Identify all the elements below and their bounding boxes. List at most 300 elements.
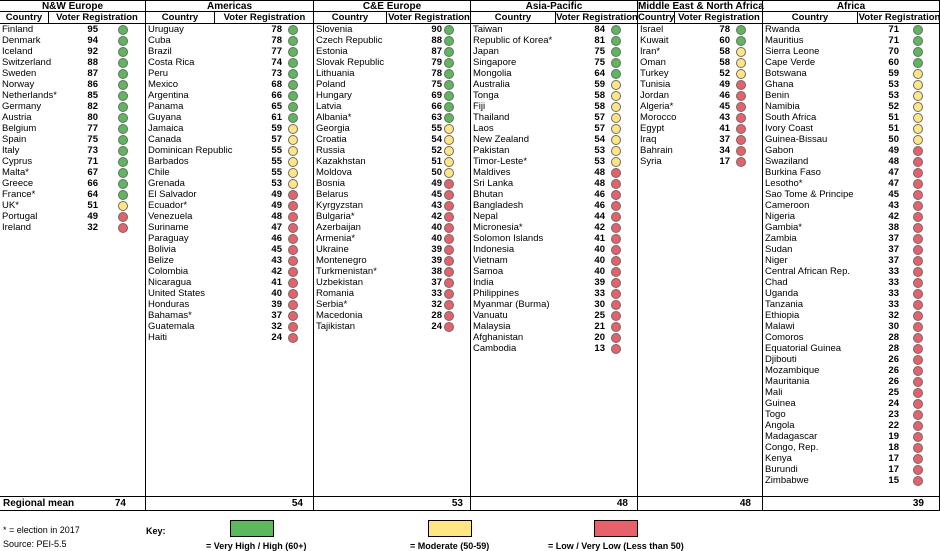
registration-score: 59	[888, 68, 899, 79]
registration-score: 58	[594, 90, 605, 101]
rating-dot-icon	[913, 377, 923, 387]
registration-score: 47	[271, 222, 282, 233]
country-name: Austria	[2, 112, 32, 123]
rating-dot-icon	[288, 80, 298, 90]
table-row	[763, 332, 939, 343]
rating-dot-icon	[288, 190, 298, 200]
registration-score: 77	[271, 46, 282, 57]
rating-dot-icon	[118, 212, 128, 222]
table-row	[314, 123, 470, 134]
table-row	[146, 277, 313, 288]
table-row	[146, 167, 313, 178]
registration-score: 57	[271, 134, 282, 145]
registration-score: 55	[431, 123, 442, 134]
table-row	[763, 453, 939, 464]
country-name: Netherlands*	[2, 90, 57, 101]
country-name: Ivory Coast	[765, 123, 814, 134]
country-name: Bhutan	[473, 189, 504, 200]
registration-score: 25	[888, 387, 899, 398]
registration-score: 75	[594, 57, 605, 68]
rating-dot-icon	[288, 223, 298, 233]
country-name: Vietnam	[473, 255, 508, 266]
registration-score: 54	[594, 134, 605, 145]
country-name: Ecuador*	[148, 200, 188, 211]
registration-score: 88	[431, 35, 442, 46]
table-row	[471, 178, 637, 189]
country-name: Macedonia	[316, 310, 363, 321]
registration-score: 39	[594, 277, 605, 288]
country-name: Nicaragua	[148, 277, 192, 288]
country-name: Kyrgyzstan	[316, 200, 363, 211]
table-row	[763, 134, 939, 145]
registration-score: 39	[431, 244, 442, 255]
table-row	[638, 46, 762, 57]
table-row	[638, 90, 762, 101]
registration-score: 20	[594, 332, 605, 343]
table-row	[763, 46, 939, 57]
key-low-swatch	[594, 520, 638, 537]
country-name: France*	[2, 189, 36, 200]
table-row	[0, 68, 145, 79]
key-high-swatch	[230, 520, 274, 537]
country-name: Sudan	[765, 244, 793, 255]
rating-dot-icon	[913, 278, 923, 288]
table-row	[0, 57, 145, 68]
table-row	[763, 310, 939, 321]
voter-registration-column-header: Voter Registration	[48, 12, 145, 24]
rating-dot-icon	[444, 190, 454, 200]
table-row	[763, 167, 939, 178]
rating-dot-icon	[913, 399, 923, 409]
country-name: Norway	[2, 79, 35, 90]
registration-score: 74	[271, 57, 282, 68]
rating-dot-icon	[913, 432, 923, 442]
registration-score: 24	[271, 332, 282, 343]
table-row	[314, 156, 470, 167]
rating-dot-icon	[118, 190, 128, 200]
registration-score: 87	[431, 46, 442, 57]
rating-dot-icon	[736, 102, 746, 112]
table-row	[471, 90, 637, 101]
rating-dot-icon	[611, 157, 621, 167]
rating-dot-icon	[736, 36, 746, 46]
table-row	[0, 156, 145, 167]
table-row	[471, 57, 637, 68]
country-name: Namibia	[765, 101, 800, 112]
rating-dot-icon	[288, 124, 298, 134]
country-name: Czech Republic	[316, 35, 383, 46]
country-name: Bulgaria*	[316, 211, 355, 222]
table-row	[314, 167, 470, 178]
registration-score: 94	[87, 35, 98, 46]
table-row	[314, 145, 470, 156]
table-row	[314, 299, 470, 310]
rating-dot-icon	[913, 465, 923, 475]
rating-dot-icon	[913, 344, 923, 354]
table-row	[146, 178, 313, 189]
country-name: Ukraine	[316, 244, 349, 255]
table-row	[763, 277, 939, 288]
registration-score: 60	[719, 35, 730, 46]
table-row	[471, 145, 637, 156]
registration-score: 24	[431, 321, 442, 332]
registration-score: 78	[719, 24, 730, 35]
table-row	[314, 211, 470, 222]
registration-score: 33	[888, 266, 899, 277]
table-row	[471, 255, 637, 266]
table-row	[471, 35, 637, 46]
table-row	[763, 420, 939, 431]
country-name: Azerbaijan	[316, 222, 361, 233]
registration-score: 46	[594, 189, 605, 200]
table-row	[638, 123, 762, 134]
rating-dot-icon	[736, 80, 746, 90]
country-name: Burkina Faso	[765, 167, 821, 178]
rating-dot-icon	[913, 311, 923, 321]
table-row	[471, 310, 637, 321]
country-name: Bolivia	[148, 244, 176, 255]
regional-mean-label: Regional mean	[3, 498, 75, 509]
registration-score: 79	[431, 57, 442, 68]
rating-dot-icon	[736, 124, 746, 134]
registration-score: 37	[271, 310, 282, 321]
voter-registration-column-header: Voter Registration	[674, 12, 763, 24]
table-row	[0, 178, 145, 189]
country-name: Croatia	[316, 134, 347, 145]
mean-separator	[470, 497, 471, 511]
registration-score: 32	[87, 222, 98, 233]
registration-score: 33	[431, 288, 442, 299]
table-row	[763, 189, 939, 200]
column-header-row	[0, 12, 145, 24]
country-name: Morocco	[640, 112, 677, 123]
table-row	[471, 101, 637, 112]
rating-dot-icon	[913, 179, 923, 189]
registration-score: 26	[888, 365, 899, 376]
table-row	[763, 365, 939, 376]
table-row	[314, 68, 470, 79]
rating-dot-icon	[288, 289, 298, 299]
registration-score: 65	[271, 101, 282, 112]
rating-dot-icon	[444, 168, 454, 178]
registration-score: 47	[888, 167, 899, 178]
country-name: Jordan	[640, 90, 670, 101]
table-row	[146, 101, 313, 112]
rating-dot-icon	[913, 212, 923, 222]
country-name: Argentina	[148, 90, 189, 101]
rating-dot-icon	[288, 25, 298, 35]
rating-dot-icon	[118, 47, 128, 57]
registration-score: 71	[888, 35, 899, 46]
rating-dot-icon	[913, 80, 923, 90]
rating-dot-icon	[736, 146, 746, 156]
registration-score: 82	[87, 101, 98, 112]
registration-score: 58	[719, 46, 730, 57]
table-row	[314, 255, 470, 266]
table-row	[314, 101, 470, 112]
table-row	[763, 156, 939, 167]
registration-score: 69	[431, 90, 442, 101]
registration-score: 58	[719, 57, 730, 68]
table-row	[146, 189, 313, 200]
registration-score: 38	[888, 222, 899, 233]
rating-dot-icon	[611, 113, 621, 123]
registration-score: 22	[888, 420, 899, 431]
country-name: Guinea-Bissau	[765, 134, 828, 145]
country-name: Chad	[765, 277, 788, 288]
rating-dot-icon	[444, 124, 454, 134]
regional-mean-americas: 54	[291, 498, 303, 509]
registration-score: 46	[719, 90, 730, 101]
registration-score: 73	[87, 145, 98, 156]
rating-dot-icon	[118, 124, 128, 134]
table-row	[763, 233, 939, 244]
table-row	[146, 299, 313, 310]
rating-dot-icon	[913, 333, 923, 343]
registration-score: 48	[888, 156, 899, 167]
country-name: Zimbabwe	[765, 475, 809, 486]
registration-score: 33	[594, 288, 605, 299]
country-name: Malawi	[765, 321, 795, 332]
registration-score: 37	[888, 233, 899, 244]
rating-dot-icon	[444, 157, 454, 167]
mean-separator	[145, 497, 146, 511]
rating-dot-icon	[611, 333, 621, 343]
country-name: Belarus	[316, 189, 349, 200]
registration-score: 58	[594, 101, 605, 112]
registration-score: 57	[594, 112, 605, 123]
rating-dot-icon	[736, 69, 746, 79]
rating-dot-icon	[913, 300, 923, 310]
registration-score: 53	[271, 178, 282, 189]
column-header-row	[638, 12, 762, 24]
table-row	[0, 167, 145, 178]
table-row	[146, 233, 313, 244]
registration-score: 59	[594, 79, 605, 90]
table-row	[146, 200, 313, 211]
table-row	[763, 376, 939, 387]
country-name: Togo	[765, 409, 786, 420]
mean-separator	[637, 497, 638, 511]
table-row	[471, 189, 637, 200]
country-name: Estonia	[316, 46, 348, 57]
rating-dot-icon	[444, 25, 454, 35]
country-name: Mexico	[148, 79, 179, 90]
country-name: Australia	[473, 79, 510, 90]
registration-score: 78	[271, 24, 282, 35]
rating-dot-icon	[444, 102, 454, 112]
table-row	[471, 288, 637, 299]
rating-dot-icon	[444, 146, 454, 156]
registration-score: 43	[431, 200, 442, 211]
country-name: Russia	[316, 145, 346, 156]
rating-dot-icon	[288, 278, 298, 288]
country-name: Germany	[2, 101, 42, 112]
table-row	[638, 79, 762, 90]
country-name: Barbados	[148, 156, 189, 167]
rating-dot-icon	[444, 289, 454, 299]
rating-dot-icon	[288, 311, 298, 321]
registration-score: 43	[888, 200, 899, 211]
mean-separator	[762, 497, 763, 511]
rating-dot-icon	[288, 300, 298, 310]
table-row	[763, 178, 939, 189]
country-name: Ethiopia	[765, 310, 800, 321]
registration-score: 51	[888, 123, 899, 134]
country-name: Honduras	[148, 299, 190, 310]
table-row	[146, 310, 313, 321]
table-row	[0, 46, 145, 57]
country-name: Ireland	[2, 222, 32, 233]
country-name: Mauritania	[765, 376, 810, 387]
rating-dot-icon	[288, 102, 298, 112]
country-name: Kuwait	[640, 35, 669, 46]
country-name: Iran*	[640, 46, 661, 57]
registration-score: 66	[87, 178, 98, 189]
registration-score: 37	[888, 255, 899, 266]
table-row	[763, 112, 939, 123]
country-name: Canada	[148, 134, 182, 145]
rating-dot-icon	[913, 157, 923, 167]
table-row	[0, 200, 145, 211]
key-high-text: = Very High / High (60+)	[206, 541, 307, 551]
country-name: Ghana	[765, 79, 794, 90]
table-row	[763, 90, 939, 101]
table-row	[314, 79, 470, 90]
table-row	[471, 222, 637, 233]
country-name: Afghanistan	[473, 332, 524, 343]
registration-score: 48	[594, 167, 605, 178]
rating-dot-icon	[611, 278, 621, 288]
rating-dot-icon	[611, 168, 621, 178]
table-row	[763, 200, 939, 211]
registration-score: 61	[271, 112, 282, 123]
country-column-header: Country	[494, 12, 532, 23]
registration-score: 55	[271, 145, 282, 156]
registration-score: 45	[888, 189, 899, 200]
rating-dot-icon	[118, 135, 128, 145]
country-name: Japan	[473, 46, 499, 57]
rating-dot-icon	[736, 91, 746, 101]
rating-dot-icon	[444, 91, 454, 101]
rating-dot-icon	[913, 113, 923, 123]
country-name: Vanuatu	[473, 310, 508, 321]
registration-score: 40	[431, 233, 442, 244]
table-row	[146, 134, 313, 145]
table-row	[763, 288, 939, 299]
rating-dot-icon	[913, 91, 923, 101]
country-name: Guatemala	[148, 321, 195, 332]
region-title: N&W Europe	[0, 0, 145, 12]
table-row	[314, 134, 470, 145]
registration-score: 13	[594, 343, 605, 354]
registration-score: 40	[594, 244, 605, 255]
table-row	[471, 244, 637, 255]
rating-dot-icon	[611, 234, 621, 244]
country-name: Benin	[765, 90, 790, 101]
registration-score: 25	[594, 310, 605, 321]
table-row	[471, 167, 637, 178]
table-row	[763, 409, 939, 420]
table-row	[638, 134, 762, 145]
rating-dot-icon	[913, 267, 923, 277]
country-name: Cape Verde	[765, 57, 816, 68]
registration-score: 30	[594, 299, 605, 310]
rating-dot-icon	[444, 223, 454, 233]
table-row	[763, 255, 939, 266]
rating-dot-icon	[288, 135, 298, 145]
table-row	[146, 156, 313, 167]
country-name: Hungary	[316, 90, 352, 101]
country-name: Sweden	[2, 68, 37, 79]
country-name: Sri Lanka	[473, 178, 514, 189]
rating-dot-icon	[913, 168, 923, 178]
registration-score: 30	[888, 321, 899, 332]
table-row	[763, 145, 939, 156]
country-name: UK*	[2, 200, 19, 211]
rating-dot-icon	[913, 388, 923, 398]
rating-dot-icon	[913, 421, 923, 431]
country-name: Panama	[148, 101, 184, 112]
country-name: Bahrain	[640, 145, 673, 156]
rating-dot-icon	[444, 278, 454, 288]
table-row	[314, 90, 470, 101]
table-row	[0, 24, 145, 35]
registration-score: 55	[271, 167, 282, 178]
column-header-row	[314, 12, 470, 24]
country-name: Malta*	[2, 167, 29, 178]
table-row	[146, 68, 313, 79]
registration-score: 17	[719, 156, 730, 167]
country-name: Brazil	[148, 46, 172, 57]
registration-score: 42	[271, 266, 282, 277]
region-americas	[145, 0, 313, 511]
registration-score: 64	[594, 68, 605, 79]
country-name: Laos	[473, 123, 494, 134]
country-name: Sao Tome & Principe	[765, 189, 854, 200]
rating-dot-icon	[288, 113, 298, 123]
rating-dot-icon	[913, 322, 923, 332]
rating-dot-icon	[611, 58, 621, 68]
rating-dot-icon	[611, 69, 621, 79]
registration-score: 53	[594, 145, 605, 156]
table-row	[0, 134, 145, 145]
country-name: Denmark	[2, 35, 41, 46]
table-row	[146, 222, 313, 233]
table-row	[0, 222, 145, 233]
country-name: Oman	[640, 57, 666, 68]
country-name: Gambia*	[765, 222, 802, 233]
rating-dot-icon	[611, 212, 621, 222]
table-row	[314, 222, 470, 233]
registration-score: 71	[888, 24, 899, 35]
registration-score: 81	[594, 35, 605, 46]
table-row	[638, 101, 762, 112]
table-row	[314, 57, 470, 68]
table-row	[763, 244, 939, 255]
registration-score: 75	[594, 46, 605, 57]
registration-score: 34	[719, 145, 730, 156]
rating-dot-icon	[288, 146, 298, 156]
rating-dot-icon	[611, 201, 621, 211]
rating-dot-icon	[611, 267, 621, 277]
country-name: Equatorial Guinea	[765, 343, 842, 354]
rating-dot-icon	[118, 113, 128, 123]
table-row	[0, 112, 145, 123]
country-name: Lesotho*	[765, 178, 803, 189]
registration-score: 37	[719, 134, 730, 145]
country-name: Timor-Leste*	[473, 156, 528, 167]
